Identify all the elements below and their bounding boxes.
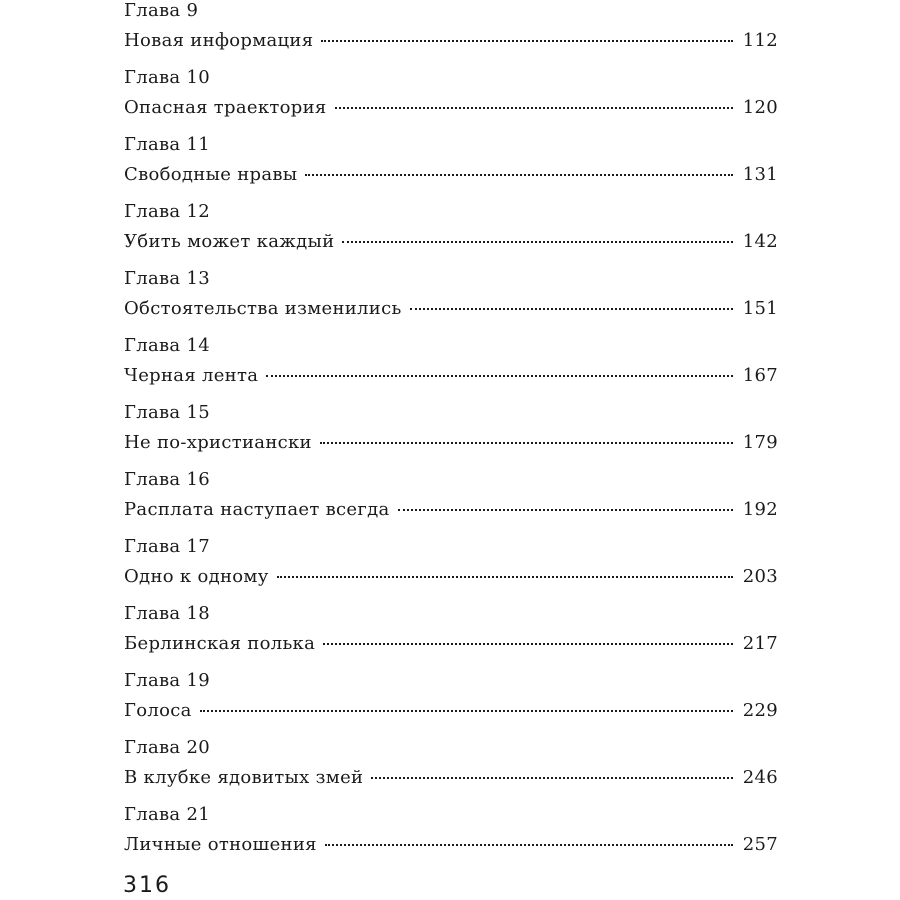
toc-line (124, 566, 778, 588)
chapter-title: Расплата наступает всегда (124, 499, 390, 520)
chapter-title: Голоса (124, 700, 192, 721)
toc-line (124, 432, 778, 454)
dot-leader (305, 174, 732, 176)
chapter-number: Глава 13 (124, 268, 210, 289)
page-number: 217 (742, 633, 778, 654)
chapter-number: Глава 14 (124, 335, 210, 356)
chapter-title: Убить может каждый (124, 231, 335, 252)
toc-entry (124, 201, 778, 268)
toc-entry (124, 737, 778, 804)
dot-leader (277, 576, 733, 578)
page-number: 203 (742, 566, 778, 587)
toc-line (124, 298, 778, 320)
chapter-number: Глава 18 (124, 603, 210, 624)
page-number: 179 (742, 432, 778, 453)
page-number: 151 (742, 298, 778, 319)
toc-entry (124, 670, 778, 737)
page-number: 246 (742, 767, 778, 788)
chapter-number: Глава 21 (124, 804, 210, 825)
chapter-title: Опасная траектория (124, 97, 327, 118)
toc-entry (124, 536, 778, 603)
toc-entry (124, 268, 778, 335)
chapter-number: Глава 9 (124, 0, 199, 21)
toc-line (124, 30, 778, 52)
chapter-number: Глава 11 (124, 134, 210, 155)
toc-entry (124, 67, 778, 134)
chapter-number: Глава 15 (124, 402, 210, 423)
page-number: 131 (742, 164, 778, 185)
chapter-title: Личные отношения (124, 834, 317, 855)
chapter-title: Одно к одному (124, 566, 269, 587)
page-number: 142 (742, 231, 778, 252)
toc-line (124, 633, 778, 655)
chapter-title: Свободные нравы (124, 164, 298, 185)
toc-entry (124, 603, 778, 670)
page-number: 192 (742, 499, 778, 520)
page-folio-number: 316 (123, 873, 171, 898)
dot-leader (266, 375, 732, 377)
toc-entry (124, 335, 778, 402)
chapter-title: Берлинская полька (124, 633, 316, 654)
dot-leader (410, 308, 733, 310)
chapter-number: Глава 16 (124, 469, 210, 490)
chapter-title: Не по-христиански (124, 432, 312, 453)
dot-leader (342, 241, 732, 243)
toc-entry (124, 402, 778, 469)
page-number: 167 (742, 365, 778, 386)
chapter-number: Глава 12 (124, 201, 210, 222)
page-number: 229 (742, 700, 778, 721)
toc-entry (124, 0, 778, 67)
toc-line (124, 700, 778, 722)
toc-entry (124, 134, 778, 201)
chapter-title: Новая информация (124, 30, 314, 51)
table-of-contents (124, 0, 778, 871)
toc-entry (124, 804, 778, 871)
toc-line (124, 365, 778, 387)
dot-leader (320, 442, 733, 444)
dot-leader (371, 777, 732, 779)
chapter-number: Глава 20 (124, 737, 210, 758)
page-number: 257 (742, 834, 778, 855)
page-number: 112 (742, 30, 778, 51)
toc-line (124, 834, 778, 856)
dot-leader (325, 844, 733, 846)
dot-leader (321, 40, 732, 42)
toc-line (124, 231, 778, 253)
page-number: 120 (742, 97, 778, 118)
toc-line (124, 767, 778, 789)
dot-leader (335, 107, 733, 109)
dot-leader (200, 710, 733, 712)
chapter-number: Глава 17 (124, 536, 210, 557)
toc-line (124, 164, 778, 186)
toc-line (124, 499, 778, 521)
toc-line (124, 97, 778, 119)
chapter-title: Черная лента (124, 365, 259, 386)
chapter-title: В клубке ядовитых змей (124, 767, 364, 788)
dot-leader (398, 509, 733, 511)
chapter-title: Обстоятельства изменились (124, 298, 402, 319)
toc-entry (124, 469, 778, 536)
chapter-number: Глава 19 (124, 670, 210, 691)
dot-leader (323, 643, 733, 645)
chapter-number: Глава 10 (124, 67, 210, 88)
